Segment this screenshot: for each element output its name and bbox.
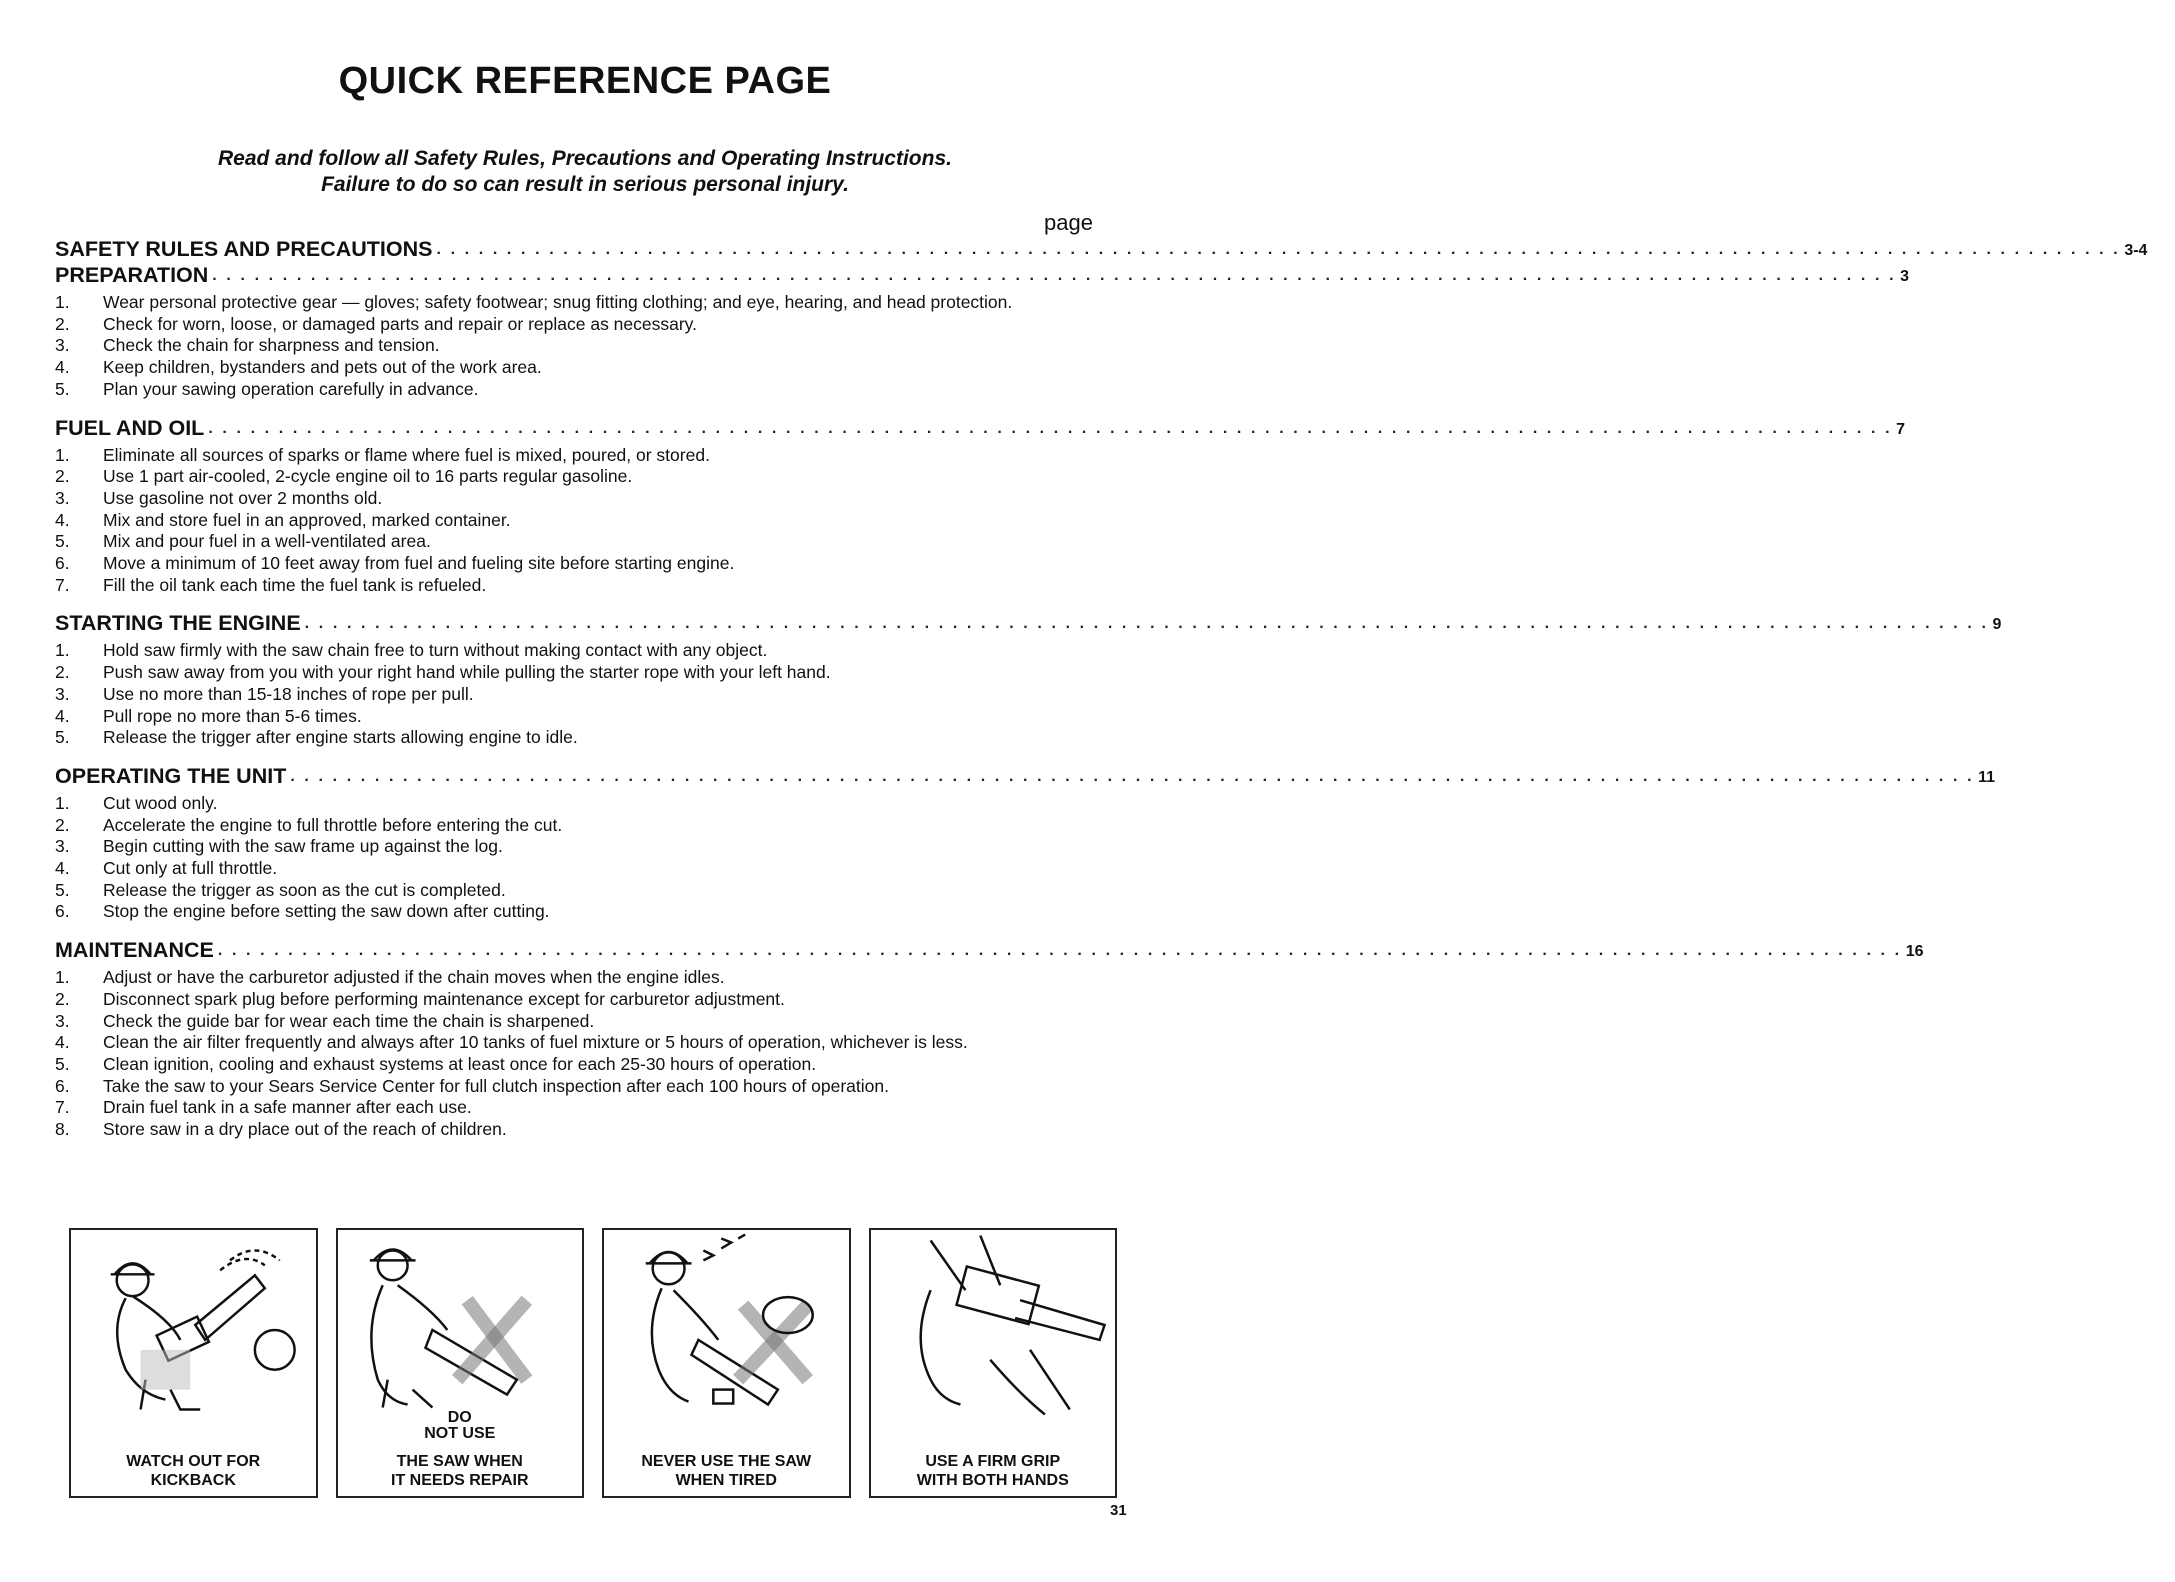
item-number: 1. xyxy=(55,444,70,465)
item-number: 6. xyxy=(55,553,70,574)
list-item xyxy=(55,967,1120,989)
list-item xyxy=(55,706,1120,728)
item-number: 3. xyxy=(55,1010,70,1031)
list-item xyxy=(55,901,1120,923)
list-item xyxy=(55,488,1120,510)
section-heading xyxy=(55,763,1996,789)
list-item xyxy=(55,1011,1120,1033)
dot-leader: . . . . . . . . . . . . . . . . . . . . . . . . . . . . . . . . . . . . . . . . . . . . . . . . . . . . . . . . . . . . . . . . . . . . . . . . . . . . . . . . . . . . . . . . . . . . . . . . . . . . . . . . . . . . . . . . . . . . . . . . xyxy=(290,767,1975,785)
section-title: SAFETY RULES AND PRECAUTIONS xyxy=(55,237,433,261)
page-number: 31 xyxy=(1110,1502,1127,1519)
section-item-list xyxy=(55,967,1120,1141)
item-number: 3. xyxy=(55,487,70,508)
section xyxy=(55,262,1910,401)
item-text: Begin cutting with the saw frame up against the log. xyxy=(103,836,503,857)
page-title: QUICK REFERENCE PAGE xyxy=(338,60,832,102)
dot-leader: . . . . . . . . . . . . . . . . . . . . . . . . . . . . . . . . . . . . . . . . . . . . . . . . . . . . . . . . . . . . . . . . . . . . . . . . . . . . . . . . . . . . . . . . . . . . . . . . . . . . . . . . . . . . . . . . . . . . . . . . xyxy=(217,942,1902,960)
section-item-list xyxy=(55,640,1120,749)
list-item xyxy=(55,815,1120,837)
item-number: 4. xyxy=(55,357,70,378)
item-number: 2. xyxy=(55,466,70,487)
panel-grip-caption: USE A FIRM GRIP WITH BOTH HANDS xyxy=(916,1453,1069,1489)
item-number: 3. xyxy=(55,836,70,857)
panel-repair xyxy=(336,1228,585,1498)
section-title: FUEL AND OIL xyxy=(55,415,205,440)
section-heading xyxy=(55,937,1924,963)
item-number: 2. xyxy=(55,988,70,1009)
dot-leader: . . . . . . . . . . . . . . . . . . . . . . . . . . . . . . . . . . . . . . . . . . . . . . . . . . . . . . . . . . . . . . . . . . . . . . . . . . . . . . . . . . . . . . . . . . . . . . . . . . . . . . . . . . . . . . . . . . . . . . . . xyxy=(436,241,2121,258)
item-number: 5. xyxy=(55,1053,70,1074)
item-text: Take the saw to your Sears Service Center for full clutch inspection after each 100 hours of operation. xyxy=(103,1075,889,1096)
section-heading xyxy=(55,415,1906,441)
item-text: Drain fuel tank in a safe manner after each use. xyxy=(103,1097,472,1118)
list-item xyxy=(55,880,1120,902)
panel-kickback xyxy=(69,1228,318,1498)
item-number: 4. xyxy=(55,858,70,879)
item-number: 2. xyxy=(55,814,70,835)
section xyxy=(55,415,1906,597)
panel-grip xyxy=(869,1228,1118,1498)
panel-tired xyxy=(602,1228,851,1498)
list-item xyxy=(55,858,1120,880)
dot-leader: . . . . . . . . . . . . . . . . . . . . . . . . . . . . . . . . . . . . . . . . . . . . . . . . . . . . . . . . . . . . . . . . . . . . . . . . . . . . . . . . . . . . . . . . . . . . . . . . . . . . . . . . . . . . . . . . . . . . . . . . xyxy=(304,615,1989,633)
kickback-illustration-icon xyxy=(71,1230,316,1420)
item-number: 7. xyxy=(55,574,70,595)
section-heading xyxy=(55,610,2002,636)
list-item xyxy=(55,357,1120,379)
section xyxy=(55,610,2002,749)
item-number: 3. xyxy=(55,683,70,704)
list-item xyxy=(55,727,1120,749)
section-title: OPERATING THE UNIT xyxy=(55,763,287,788)
section-title: MAINTENANCE xyxy=(55,938,214,963)
item-number: 5. xyxy=(55,531,70,552)
item-number: 3. xyxy=(55,335,70,356)
item-text: Keep children, bystanders and pets out of the work area. xyxy=(103,357,542,378)
list-item xyxy=(55,989,1120,1011)
list-item xyxy=(55,1076,1120,1098)
repair-illustration-icon xyxy=(338,1230,583,1420)
item-text: Clean the air filter frequently and always after 10 tanks of fuel mixture or 5 hours of operation, whichever is less. xyxy=(103,1032,968,1053)
list-item xyxy=(55,1097,1120,1119)
intro-line-2: Failure to do so can result in serious personal injury. xyxy=(321,173,849,196)
item-number: 5. xyxy=(55,727,70,748)
item-text: Plan your sawing operation carefully in advance. xyxy=(103,378,479,399)
item-text: Wear personal protective gear — gloves; safety footwear; snug fitting clothing; and eye, hearing, and head protection. xyxy=(103,292,1013,312)
item-text: Store saw in a dry place out of the reach of children. xyxy=(103,1119,507,1140)
item-text: Check the guide bar for wear each time the chain is sharpened. xyxy=(103,1010,595,1031)
item-number: 6. xyxy=(55,901,70,922)
item-text: Pull rope no more than 5-6 times. xyxy=(103,705,362,726)
list-item xyxy=(55,662,1120,684)
list-item xyxy=(55,553,1120,575)
illustration-panels xyxy=(69,1228,1117,1498)
panel-kickback-caption: WATCH OUT FOR KICKBACK xyxy=(126,1453,261,1489)
section-title: STARTING THE ENGINE xyxy=(55,611,301,636)
section-item-list xyxy=(55,793,1120,923)
section-page-number: 16 xyxy=(1905,943,1924,961)
item-number: 1. xyxy=(55,792,70,813)
item-text: Use gasoline not over 2 months old. xyxy=(103,487,383,508)
list-item xyxy=(55,335,1120,357)
section xyxy=(55,236,2148,262)
item-number: 7. xyxy=(55,1097,70,1118)
list-item xyxy=(55,575,1120,597)
list-item xyxy=(55,379,1120,401)
list-item xyxy=(55,640,1120,662)
item-number: 6. xyxy=(55,1075,70,1096)
item-text: Check the chain for sharpness and tension. xyxy=(103,335,440,356)
item-number: 5. xyxy=(55,378,70,399)
list-item xyxy=(55,510,1120,532)
item-number: 1. xyxy=(55,967,70,988)
grip-illustration-icon xyxy=(871,1230,1116,1420)
item-text: Accelerate the engine to full throttle before entering the cut. xyxy=(103,814,563,835)
section-title: PREPARATION xyxy=(55,263,209,287)
section-page-number: 11 xyxy=(1978,768,1996,786)
list-item xyxy=(55,292,1120,314)
dot-leader: . . . . . . . . . . . . . . . . . . . . . . . . . . . . . . . . . . . . . . . . . . . . . . . . . . . . . . . . . . . . . . . . . . . . . . . . . . . . . . . . . . . . . . . . . . . . . . . . . . . . . . . . . . . . . . . . . . . . . . . . xyxy=(212,267,1897,284)
item-text: Use 1 part air-cooled, 2-cycle engine oil to 16 parts regular gasoline. xyxy=(103,466,633,487)
section-page-number: 3 xyxy=(1900,268,1910,285)
item-text: Clean ignition, cooling and exhaust systems at least once for each 25-30 hours of operation. xyxy=(103,1053,817,1074)
item-number: 4. xyxy=(55,509,70,530)
section-page-number: 3-4 xyxy=(2124,242,2148,259)
list-item xyxy=(55,1032,1120,1054)
item-text: Adjust or have the carburetor adjusted if the chain moves when the engine idles. xyxy=(103,967,725,988)
list-item xyxy=(55,314,1120,336)
item-text: Eliminate all sources of sparks or flame where fuel is mixed, poured, or stored. xyxy=(103,444,710,465)
section-heading xyxy=(55,236,2148,262)
list-item xyxy=(55,836,1120,858)
list-item xyxy=(55,445,1120,467)
panel-tired-caption: NEVER USE THE SAW WHEN TIRED xyxy=(641,1453,812,1489)
intro-line-1: Read and follow all Safety Rules, Precautions and Operating Instructions. xyxy=(218,147,952,170)
list-item xyxy=(55,531,1120,553)
section-heading xyxy=(55,262,1910,288)
item-text: Hold saw firmly with the saw chain free to turn without making contact with any object. xyxy=(103,640,768,661)
list-item xyxy=(55,1119,1120,1141)
item-text: Cut only at full throttle. xyxy=(103,858,278,879)
item-number: 4. xyxy=(55,1032,70,1053)
section-page-number: 7 xyxy=(1896,420,1906,438)
dot-leader: . . . . . . . . . . . . . . . . . . . . . . . . . . . . . . . . . . . . . . . . . . . . . . . . . . . . . . . . . . . . . . . . . . . . . . . . . . . . . . . . . . . . . . . . . . . . . . . . . . . . . . . . . . . . . . . . . . . . . . . . xyxy=(208,419,1893,437)
item-text: Fill the oil tank each time the fuel tank is refueled. xyxy=(103,574,487,595)
safety-intro xyxy=(0,146,1170,198)
item-text: Move a minimum of 10 feet away from fuel and fueling site before starting engine. xyxy=(103,553,735,574)
item-number: 2. xyxy=(55,662,70,683)
section xyxy=(55,763,1996,923)
item-text: Release the trigger after engine starts allowing engine to idle. xyxy=(103,727,578,748)
item-number: 1. xyxy=(55,292,70,312)
section xyxy=(55,937,1924,1141)
item-number: 4. xyxy=(55,705,70,726)
item-number: 5. xyxy=(55,879,70,900)
item-text: Mix and pour fuel in a well-ventilated area. xyxy=(103,531,431,552)
panel-repair-caption: THE SAW WHEN IT NEEDS REPAIR xyxy=(391,1453,529,1489)
item-text: Cut wood only. xyxy=(103,792,218,813)
item-text: Push saw away from you with your right hand while pulling the starter rope with your left hand. xyxy=(103,662,831,683)
item-text: Stop the engine before setting the saw down after cutting. xyxy=(103,901,550,922)
section-item-list xyxy=(55,445,1120,597)
sections-list xyxy=(55,236,2148,1155)
item-text: Mix and store fuel in an approved, marked container. xyxy=(103,509,511,530)
item-text: Check for worn, loose, or damaged parts and repair or replace as necessary. xyxy=(103,313,698,334)
page-column-label: page xyxy=(1044,210,1093,235)
list-item xyxy=(55,684,1120,706)
item-number: 1. xyxy=(55,640,70,661)
item-number: 8. xyxy=(55,1119,70,1140)
item-number: 2. xyxy=(55,313,70,334)
item-text: Use no more than 15-18 inches of rope per pull. xyxy=(103,683,474,704)
item-text: Disconnect spark plug before performing maintenance except for carburetor adjustment. xyxy=(103,988,785,1009)
tired-illustration-icon xyxy=(604,1230,849,1420)
panel-repair-overlay: DO NOT USE xyxy=(424,1409,496,1442)
list-item xyxy=(55,466,1120,488)
item-text: Release the trigger as soon as the cut is completed. xyxy=(103,879,506,900)
list-item xyxy=(55,1054,1120,1076)
list-item xyxy=(55,793,1120,815)
section-item-list xyxy=(55,292,1120,401)
section-page-number: 9 xyxy=(1992,616,2002,634)
